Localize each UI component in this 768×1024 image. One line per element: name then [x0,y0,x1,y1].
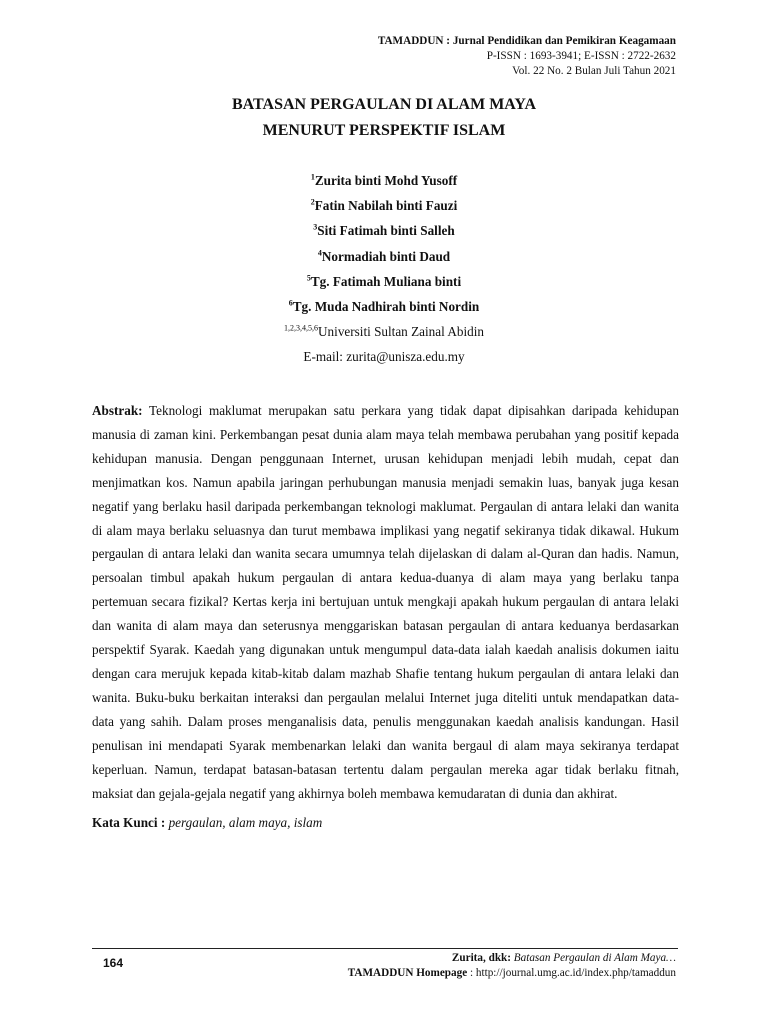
author-sup: 3 [313,223,318,233]
author-sup: 5 [306,273,311,283]
author-name: Tg. Fatimah Muliana binti [310,273,462,289]
abstract-text: Teknologi maklumat merupakan satu perkara yang tidak dapat dipisahkan daripada kehidupan manusia di zaman kini. Perkembangan pesat dunia alam maya telah membawa perubahan yang positif kepada kehidupan manusia. Dengan penggunaan Internet, urusan kehidupan menjadi lebih mudah, cepat dan menjimatkan kos. Namun apabila jaringan perhubungan manusia menjadi semakin luas, banyak juga kesan negatif yang berlaku hasil daripada perkembangan teknologi maklumat. Pergaulan di antara lelaki dan wanita di alam maya berlaku seluasnya dan turut membawa implikasi yang negatif sekiranya tidak dikawal. Hukum pergaulan di antara lelaki dan wanita secara umumnya telah dijelaskan di dalam al-Quran dan hadis. Namun, persoalan timbul apakah hukum pergaulan di antara kedua-duanya di alam maya yang berlaku tanpa pertemuan secara fizikal? Kertas kerja ini bertujuan untuk mengkaji apakah hukum pergaulan di antara lelaki dan wanita di alam maya dan seterusnya menggariskan batasan pergaulan di antara keduanya berdasarkan perspektif Syarak. Kaedah yang digunakan untuk mengumpul data-data ialah kaedah analisis dokumen iaitu dengan cara merujuk kepada kitab-kitab dalam mazhab Shafie tentang hukum pergaulan di antara lelaki dan wanita. Buku-buku berkaitan interaksi dan pergaulan melalui Internet juga diteliti untuk mendapatkan data-data yang sahih. Dalam proses menganalisis data, penulis menggunakan kaedah analisis kandungan. Hasil penulisan ini mendapati Syarak membenarkan lelaki dan wanita bergaul di alam maya sekiranya terdapat keperluan. Namun, terdapat batasan-batasan tertentu dalam pergaulan mereka agar tidak berlaku fitnah, maksiat dan gejala-gejala negatif yang akhirnya boleh membawa kemudaratan di dunia dan akhirat. [92,403,680,801]
author-email: E-mail: zurita@unisza.edu.my [303,349,465,365]
affiliation-sup: 1,2,3,4,5,6 [284,323,319,333]
author-sup: 2 [310,197,315,207]
keywords-label: Kata Kunci : [92,815,166,831]
author-block [0,168,768,370]
volume-line: Vol. 22 No. 2 Bulan Juli Tahun 2021 [512,65,676,77]
author-2 [0,193,768,218]
author-sup: 6 [288,298,293,308]
author-name: Siti Fatimah binti Salleh [317,223,455,239]
author-sup: 4 [317,248,322,258]
author-5 [0,269,768,294]
footer-divider [92,948,678,949]
footer-homepage-url[interactable]: : http://journal.umg.ac.id/index.php/tamaddun [469,967,676,979]
author-name: Fatin Nabilah binti Fauzi [314,198,458,214]
title-line-2: MENURUT PERSPEKTIF ISLAM [262,122,506,139]
abstract-label: Abstrak: [92,403,143,418]
keywords-paragraph [92,811,679,835]
author-1 [0,168,768,193]
footer-cite-authors: Zurita, dkk: [451,952,511,964]
author-4 [0,244,768,269]
author-name: Tg. Muda Nadhirah binti Nordin [292,299,480,315]
footer-homepage [348,966,676,981]
keywords-text: pergaulan, alam maya, islam [168,815,323,831]
footer-homepage-label: TAMADDUN Homepage [347,967,468,979]
footer-citation [348,951,676,966]
abstract-paragraph [92,399,679,805]
paper-title [0,92,768,144]
journal-name: TAMADDUN : Jurnal Pendidikan dan Pemikiran Keagamaan [377,35,676,47]
abstract-section [92,399,679,835]
affiliation-name: Universiti Sultan Zainal Abidin [318,324,484,340]
title-line-1: BATASAN PERGAULAN DI ALAM MAYA [231,96,537,113]
issn-line: P-ISSN : 1693-3941; E-ISSN : 2722-2632 [486,50,676,62]
author-sup: 1 [310,172,315,182]
author-name: Zurita binti Mohd Yusoff [314,173,458,188]
running-header [378,34,676,79]
author-6 [0,294,768,319]
author-name: Normadiah binti Daud [321,248,451,264]
author-3 [0,218,768,243]
running-footer [348,951,676,981]
footer-cite-title: Batasan Pergaulan di Alam Maya… [513,952,676,964]
affiliation [0,319,768,344]
page-number: 164 [103,956,124,970]
